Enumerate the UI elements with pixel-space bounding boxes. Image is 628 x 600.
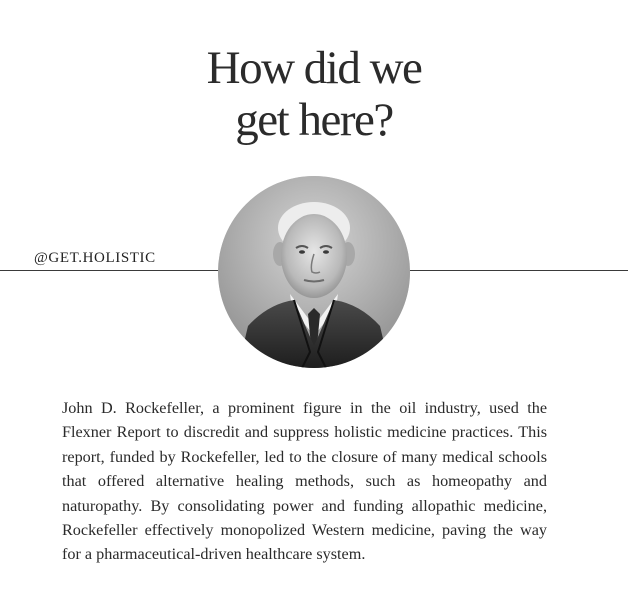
page-title [0,42,628,146]
title-line-1: How did we [206,42,422,94]
body-paragraph: John D. Rockefeller, a prominent figure in the oil industry, used the Flexner Report to discredit and suppress holistic medicine practices. This report, funded by Rockefeller, led to the closure of many medical schools that offered alternative healing methods, such as homeopathy and naturopathy. By consolidating power and funding allopathic medicine, Rockefeller effectively monopolized Western medicine, paving the way for a pharmaceutical-driven healthcare system. [62,399,547,564]
title-line-2: get here? [235,94,393,146]
portrait-illustration [218,176,410,368]
social-handle: @GET.HOLISTIC [34,250,156,266]
portrait-photo [218,176,410,368]
